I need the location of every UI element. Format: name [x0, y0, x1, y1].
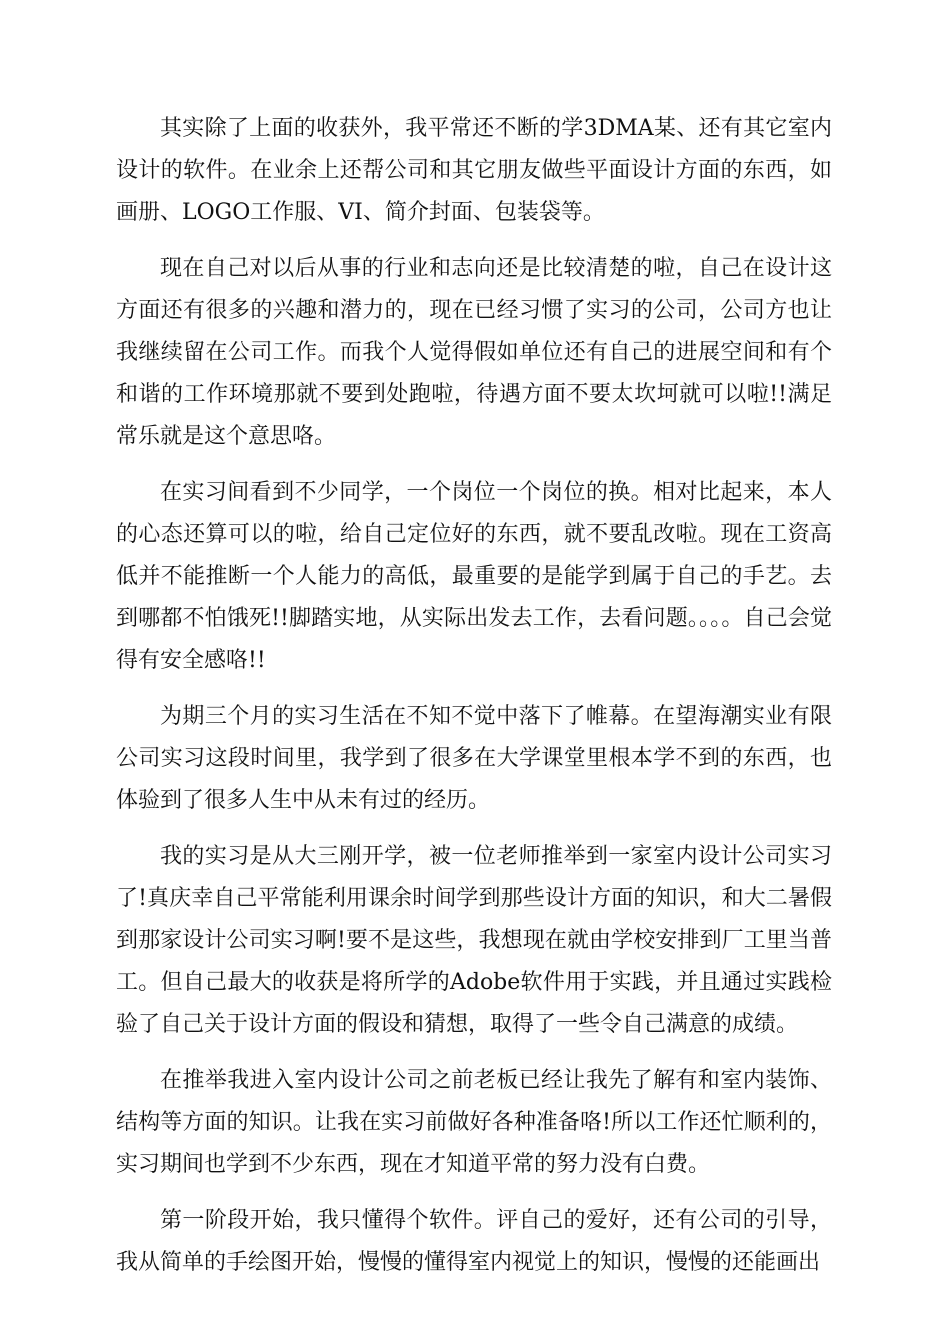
paragraph-2: 现在自己对以后从事的行业和志向还是比较清楚的啦，自己在设计这方面还有很多的兴趣和潜力的，现在已经习惯了实习的公司，公司方也让我继续留在公司工作。而我个人觉得假如单位还有自己的进展空间和有个和谐的工作环境那就不要到处跑啦，待遇方面不要太坎坷就可以啦!!满足常乐就是这个意思咯。 [116, 256, 832, 449]
paragraph-4: 为期三个月的实习生活在不知不觉中落下了帷幕。在望海潮实业有限公司实习这段时间里，我学到了很多在大学课堂里根本学不到的东西，也体验到了很多人生中从未有过的经历。 [116, 704, 832, 813]
document-body [116, 108, 832, 1298]
paragraph-7: 第一阶段开始，我只懂得个软件。评自己的爱好，还有公司的引导，我从简单的手绘图开始，慢慢的懂得室内视觉上的知识，慢慢的还能画出 [116, 1208, 832, 1275]
paragraph-1: 其实除了上面的收获外，我平常还不断的学3DMA某、还有其它室内设计的软件。在业余上还帮公司和其它朋友做些平面设计方面的东西，如画册、LOGO工作服、VI、简介封面、包装袋等。 [116, 116, 832, 225]
paragraph-5: 我的实习是从大三刚开学，被一位老师推举到一家室内设计公司实习了!真庆幸自己平常能利用课余时间学到那些设计方面的知识，和大二暑假到那家设计公司实习啊!要不是这些，我想现在就由学校安排到厂工里当普工。但自己最大的收获是将所学的Adobe软件用于实践，并且通过实践检验了自己关于设计方面的假设和猜想，取得了一些令自己满意的成绩。 [116, 844, 832, 1037]
paragraph-6: 在推举我进入室内设计公司之前老板已经让我先了解有和室内装饰、结构等方面的知识。让我在实习前做好各种准备咯!所以工作还忙顺利的，实习期间也学到不少东西，现在才知道平常的努力没有白费。 [116, 1068, 832, 1177]
paragraph-3: 在实习间看到不少同学，一个岗位一个岗位的换。相对比起来，本人的心态还算可以的啦，给自己定位好的东西，就不要乱改啦。现在工资高低并不能推断一个人能力的高低，最重要的是能学到属于自己的手艺。去到哪都不怕饿死!!脚踏实地，从实际出发去工作，去看问题。。。。自己会觉得有安全感咯!! [116, 480, 832, 673]
